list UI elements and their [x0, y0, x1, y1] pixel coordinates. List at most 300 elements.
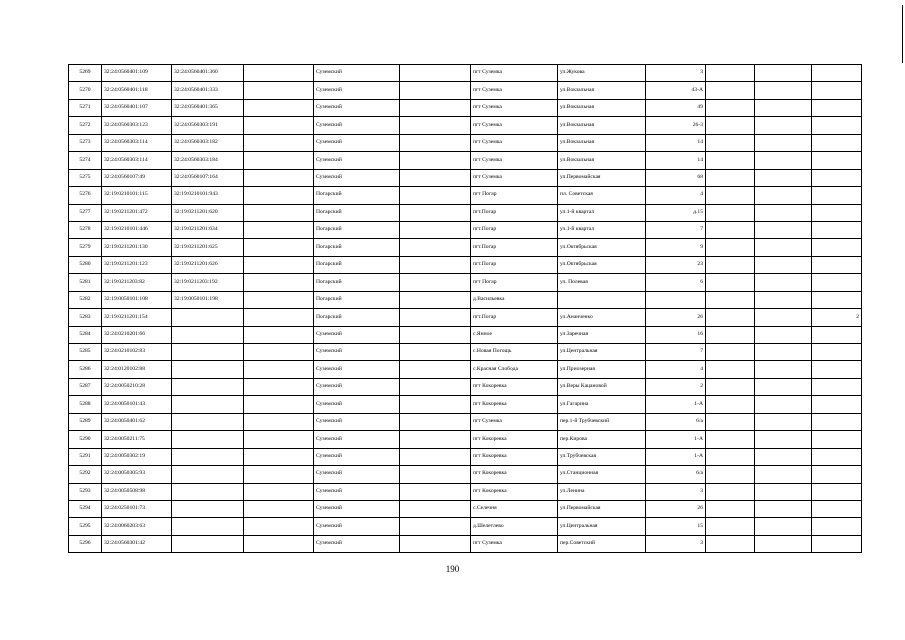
cadastral-number-cell: 32:24:0250101:73 — [102, 500, 172, 517]
locality-cell: пгт Кокоревка — [471, 483, 558, 500]
locality-cell: пгт Суземка — [471, 535, 558, 552]
empty-cell — [244, 431, 314, 448]
locality-cell: с.Янное — [471, 326, 558, 343]
cadastral-number-cell: 32:24:0050508:98 — [102, 483, 172, 500]
row-number-cell: 5278 — [69, 221, 102, 238]
empty-cell — [400, 82, 471, 99]
table-row — [69, 152, 862, 169]
house-number-cell — [646, 291, 706, 308]
house-number-cell: 15 — [646, 518, 706, 535]
empty-cell — [706, 134, 755, 151]
street-cell: пер.1-й Трубчевский — [558, 413, 646, 430]
empty-cell — [400, 448, 471, 465]
street-cell: ул.Станционная — [558, 466, 646, 483]
property-table — [68, 64, 862, 553]
empty-cell — [244, 448, 314, 465]
cadastral-number-2-cell: 32:24:0560401:333 — [172, 82, 244, 99]
district-cell: Суземский — [314, 466, 400, 483]
empty-cell — [706, 535, 755, 552]
empty-cell — [244, 204, 314, 221]
extra-value-cell — [812, 518, 862, 535]
table-row — [69, 274, 862, 291]
extra-value-cell — [812, 466, 862, 483]
locality-cell: пгт.Погар — [471, 221, 558, 238]
empty-cell — [706, 431, 755, 448]
empty-cell — [400, 152, 471, 169]
cadastral-number-2-cell: 32:24:0560401:360 — [172, 65, 244, 82]
house-number-cell: 6/а — [646, 466, 706, 483]
row-number-cell: 5290 — [69, 431, 102, 448]
row-number-cell: 5289 — [69, 413, 102, 430]
locality-cell: пгт.Погар — [471, 256, 558, 273]
house-number-cell: 7 — [646, 221, 706, 238]
row-number-cell: 5291 — [69, 448, 102, 465]
street-cell: ул.Октябрьская — [558, 239, 646, 256]
cadastral-number-cell: 32:24:0210201:66 — [102, 326, 172, 343]
empty-cell — [400, 500, 471, 517]
empty-cell — [244, 309, 314, 326]
empty-cell — [755, 500, 812, 517]
extra-value-cell — [812, 99, 862, 116]
house-number-cell: 1-А — [646, 448, 706, 465]
extra-value-cell — [812, 396, 862, 413]
cadastral-number-2-cell — [172, 466, 244, 483]
empty-cell — [706, 500, 755, 517]
cadastral-number-cell: 32:24:0120102:88 — [102, 361, 172, 378]
cadastral-number-cell: 32:19:0211203:82 — [102, 274, 172, 291]
empty-cell — [706, 378, 755, 395]
row-number-cell: 5280 — [69, 256, 102, 273]
empty-cell — [244, 65, 314, 82]
street-cell: пл. Советская — [558, 187, 646, 204]
house-number-cell: 6/а — [646, 413, 706, 430]
empty-cell — [706, 82, 755, 99]
district-cell: Суземский — [314, 361, 400, 378]
cadastral-number-2-cell — [172, 483, 244, 500]
street-cell: ул.Ленина — [558, 483, 646, 500]
empty-cell — [706, 187, 755, 204]
empty-cell — [400, 396, 471, 413]
empty-cell — [706, 361, 755, 378]
house-number-cell: 43-А — [646, 82, 706, 99]
empty-cell — [400, 361, 471, 378]
table-row — [69, 448, 862, 465]
empty-cell — [400, 431, 471, 448]
street-cell: ул.Вокзальная — [558, 99, 646, 116]
extra-value-cell — [812, 117, 862, 134]
house-number-cell: 9 — [646, 239, 706, 256]
empty-cell — [706, 65, 755, 82]
locality-cell: пгт Кокоревка — [471, 378, 558, 395]
table-row — [69, 344, 862, 361]
street-cell: ул.Вокзальная — [558, 117, 646, 134]
cadastral-number-2-cell — [172, 413, 244, 430]
street-cell: ул.Вокзальная — [558, 134, 646, 151]
table-row — [69, 483, 862, 500]
extra-value-cell — [812, 344, 862, 361]
locality-cell: пгт Суземка — [471, 152, 558, 169]
cadastral-number-cell: 32:24:0560301:42 — [102, 535, 172, 552]
table-row — [69, 99, 862, 116]
locality-cell: пгт Суземка — [471, 117, 558, 134]
extra-value-cell — [812, 187, 862, 204]
empty-cell — [244, 274, 314, 291]
district-cell: Суземский — [314, 483, 400, 500]
row-number-cell: 5293 — [69, 483, 102, 500]
empty-cell — [755, 221, 812, 238]
locality-cell: пгт Суземка — [471, 82, 558, 99]
empty-cell — [400, 99, 471, 116]
street-cell: ул.Приозерная — [558, 361, 646, 378]
empty-cell — [400, 378, 471, 395]
empty-cell — [244, 117, 314, 134]
row-number-cell: 5295 — [69, 518, 102, 535]
row-number-cell: 5292 — [69, 466, 102, 483]
house-number-cell: 68 — [646, 169, 706, 186]
street-cell: ул.Заречная — [558, 326, 646, 343]
street-cell: ул.Ананченко — [558, 309, 646, 326]
extra-value-cell — [812, 378, 862, 395]
empty-cell — [755, 99, 812, 116]
table-row — [69, 466, 862, 483]
house-number-cell: 4 — [646, 187, 706, 204]
street-cell: ул.1-й квартал — [558, 204, 646, 221]
table-row — [69, 378, 862, 395]
table-row — [69, 291, 862, 308]
table-row — [69, 221, 862, 238]
cadastral-number-cell: 32:19:0050101:108 — [102, 291, 172, 308]
house-number-cell: 26 — [646, 309, 706, 326]
table-row — [69, 431, 862, 448]
street-cell: ул.1-й квартал — [558, 221, 646, 238]
empty-cell — [244, 291, 314, 308]
district-cell: Суземский — [314, 518, 400, 535]
locality-cell: д.Васильевка — [471, 291, 558, 308]
district-cell: Суземский — [314, 535, 400, 552]
empty-cell — [400, 326, 471, 343]
district-cell: Суземский — [314, 413, 400, 430]
extra-value-cell — [812, 82, 862, 99]
street-cell: ул.Октябрьская — [558, 256, 646, 273]
cadastral-number-2-cell — [172, 518, 244, 535]
empty-cell — [400, 187, 471, 204]
empty-cell — [706, 448, 755, 465]
cadastral-number-2-cell: 32:19:0050101:198 — [172, 291, 244, 308]
table-body — [69, 65, 862, 553]
street-cell: ул.Центральная — [558, 518, 646, 535]
cadastral-number-2-cell — [172, 326, 244, 343]
house-number-cell: 14 — [646, 152, 706, 169]
extra-value-cell — [812, 274, 862, 291]
empty-cell — [706, 466, 755, 483]
row-number-cell: 5296 — [69, 535, 102, 552]
table-row — [69, 535, 862, 552]
table-row — [69, 256, 862, 273]
district-cell: Суземский — [314, 82, 400, 99]
empty-cell — [755, 152, 812, 169]
empty-cell — [755, 361, 812, 378]
house-number-cell: 7 — [646, 344, 706, 361]
street-cell: ул.Гагарина — [558, 396, 646, 413]
street-cell: ул.Жукова — [558, 65, 646, 82]
empty-cell — [755, 134, 812, 151]
empty-cell — [400, 483, 471, 500]
cadastral-number-cell: 32:24:0560401:107 — [102, 99, 172, 116]
cadastral-number-cell: 32:24:0210102:83 — [102, 344, 172, 361]
row-number-cell: 5281 — [69, 274, 102, 291]
cadastral-number-cell: 32:19:0211201:130 — [102, 239, 172, 256]
cadastral-number-cell: 32:19:0211201:123 — [102, 256, 172, 273]
locality-cell: с.Новая Погощь — [471, 344, 558, 361]
cadastral-number-2-cell — [172, 396, 244, 413]
empty-cell — [755, 378, 812, 395]
locality-cell: пгт Суземка — [471, 65, 558, 82]
cadastral-number-2-cell: 32:19:0211201:634 — [172, 221, 244, 238]
cadastral-number-2-cell — [172, 500, 244, 517]
district-cell: Суземский — [314, 326, 400, 343]
cadastral-number-2-cell: 32:19:0210101:943 — [172, 187, 244, 204]
empty-cell — [244, 535, 314, 552]
locality-cell: пгт Кокоревка — [471, 466, 558, 483]
empty-cell — [755, 117, 812, 134]
district-cell: Погарский — [314, 221, 400, 238]
empty-cell — [706, 239, 755, 256]
cadastral-number-2-cell: 32:24:0560107:164 — [172, 169, 244, 186]
cadastral-number-cell: 32:24:0560303:114 — [102, 134, 172, 151]
empty-cell — [244, 483, 314, 500]
cadastral-number-2-cell — [172, 378, 244, 395]
cadastral-number-cell: 32:24:0050211:75 — [102, 431, 172, 448]
empty-cell — [706, 152, 755, 169]
table-row — [69, 65, 862, 82]
street-cell: ул.Веры Кацановой — [558, 378, 646, 395]
extra-value-cell — [812, 431, 862, 448]
empty-cell — [755, 187, 812, 204]
cadastral-number-2-cell: 32:24:0560303:182 — [172, 134, 244, 151]
cadastral-number-2-cell — [172, 344, 244, 361]
extra-value-cell — [812, 134, 862, 151]
house-number-cell: 3 — [646, 65, 706, 82]
house-number-cell: 26 — [646, 500, 706, 517]
house-number-cell: 3 — [646, 483, 706, 500]
street-cell: ул.Вокзальная — [558, 152, 646, 169]
extra-value-cell — [812, 204, 862, 221]
house-number-cell: 14 — [646, 134, 706, 151]
locality-cell: с.Селечня — [471, 500, 558, 517]
row-number-cell: 5283 — [69, 309, 102, 326]
house-number-cell: 49 — [646, 99, 706, 116]
cadastral-number-2-cell: 32:24:0560303:191 — [172, 117, 244, 134]
page-edge-rule — [902, 5, 903, 63]
empty-cell — [244, 361, 314, 378]
empty-cell — [755, 256, 812, 273]
table-row — [69, 518, 862, 535]
empty-cell — [706, 309, 755, 326]
table-row — [69, 239, 862, 256]
district-cell: Суземский — [314, 169, 400, 186]
locality-cell: пгт.Погар — [471, 204, 558, 221]
district-cell: Суземский — [314, 500, 400, 517]
house-number-cell: 23 — [646, 256, 706, 273]
extra-value-cell — [812, 500, 862, 517]
row-number-cell: 5274 — [69, 152, 102, 169]
street-cell: ул.Вокзальная — [558, 82, 646, 99]
table-row — [69, 204, 862, 221]
empty-cell — [755, 518, 812, 535]
locality-cell: пгт Суземка — [471, 134, 558, 151]
street-cell: пер.Кирова — [558, 431, 646, 448]
table-row — [69, 326, 862, 343]
locality-cell: пгт Суземка — [471, 99, 558, 116]
locality-cell: д.Шелетлево — [471, 518, 558, 535]
row-number-cell: 5286 — [69, 361, 102, 378]
cadastral-number-2-cell: 32:24:0560303:184 — [172, 152, 244, 169]
empty-cell — [755, 448, 812, 465]
house-number-cell: 16 — [646, 326, 706, 343]
locality-cell: пгт Кокоревка — [471, 396, 558, 413]
empty-cell — [400, 169, 471, 186]
cadastral-number-cell: 32:24:0050302:19 — [102, 448, 172, 465]
district-cell: Погарский — [314, 274, 400, 291]
street-cell: ул. Полевая — [558, 274, 646, 291]
cadastral-number-2-cell — [172, 535, 244, 552]
empty-cell — [244, 256, 314, 273]
row-number-cell: 5269 — [69, 65, 102, 82]
table-row — [69, 169, 862, 186]
empty-cell — [755, 344, 812, 361]
house-number-cell: 2 — [646, 378, 706, 395]
empty-cell — [755, 466, 812, 483]
locality-cell: пгт Погар — [471, 274, 558, 291]
empty-cell — [244, 187, 314, 204]
empty-cell — [755, 326, 812, 343]
empty-cell — [706, 396, 755, 413]
street-cell: пер.Советский — [558, 535, 646, 552]
empty-cell — [244, 99, 314, 116]
empty-cell — [755, 65, 812, 82]
cadastral-number-cell: 32:19:0211201:472 — [102, 204, 172, 221]
extra-value-cell — [812, 65, 862, 82]
empty-cell — [755, 431, 812, 448]
empty-cell — [706, 291, 755, 308]
empty-cell — [755, 82, 812, 99]
cadastral-number-2-cell: 32:19:0211203:192 — [172, 274, 244, 291]
row-number-cell: 5294 — [69, 500, 102, 517]
district-cell: Суземский — [314, 65, 400, 82]
row-number-cell: 5287 — [69, 378, 102, 395]
empty-cell — [244, 239, 314, 256]
empty-cell — [706, 274, 755, 291]
cadastral-number-cell: 32:24:0060203:63 — [102, 518, 172, 535]
house-number-cell: 6 — [646, 274, 706, 291]
row-number-cell: 5276 — [69, 187, 102, 204]
empty-cell — [706, 413, 755, 430]
district-cell: Суземский — [314, 117, 400, 134]
row-number-cell: 5275 — [69, 169, 102, 186]
cadastral-number-2-cell: 32:19:0211201:626 — [172, 256, 244, 273]
cadastral-number-2-cell — [172, 309, 244, 326]
empty-cell — [244, 152, 314, 169]
empty-cell — [400, 466, 471, 483]
locality-cell: пгт Суземка — [471, 413, 558, 430]
cadastral-number-cell: 32:24:0050401:62 — [102, 413, 172, 430]
empty-cell — [244, 326, 314, 343]
district-cell: Суземский — [314, 378, 400, 395]
locality-cell: пгт.Погар — [471, 239, 558, 256]
extra-value-cell — [812, 413, 862, 430]
locality-cell: с.Красная Слобода — [471, 361, 558, 378]
empty-cell — [706, 518, 755, 535]
house-number-cell: 1-А — [646, 431, 706, 448]
district-cell: Суземский — [314, 99, 400, 116]
row-number-cell: 5282 — [69, 291, 102, 308]
locality-cell: пгт Кокоревка — [471, 431, 558, 448]
extra-value-cell — [812, 361, 862, 378]
district-cell: Суземский — [314, 152, 400, 169]
extra-value-cell — [812, 221, 862, 238]
extra-value-cell — [812, 535, 862, 552]
district-cell: Погарский — [314, 187, 400, 204]
empty-cell — [400, 239, 471, 256]
empty-cell — [244, 466, 314, 483]
empty-cell — [244, 221, 314, 238]
house-number-cell: 1-А — [646, 396, 706, 413]
locality-cell: пгт Суземка — [471, 169, 558, 186]
empty-cell — [706, 117, 755, 134]
extra-value-cell — [812, 239, 862, 256]
cadastral-number-cell: 32:24:0560401:109 — [102, 65, 172, 82]
district-cell: Суземский — [314, 134, 400, 151]
empty-cell — [400, 221, 471, 238]
table-row — [69, 500, 862, 517]
empty-cell — [706, 204, 755, 221]
table-row — [69, 82, 862, 99]
extra-value-cell — [812, 256, 862, 273]
empty-cell — [706, 326, 755, 343]
cadastral-number-cell: 32:24:0050101:43 — [102, 396, 172, 413]
row-number-cell: 5288 — [69, 396, 102, 413]
cadastral-number-cell: 32:24:0560303:114 — [102, 152, 172, 169]
district-cell: Погарский — [314, 291, 400, 308]
empty-cell — [755, 291, 812, 308]
house-number-cell: 4 — [646, 361, 706, 378]
extra-value-cell — [812, 291, 862, 308]
extra-value-cell — [812, 152, 862, 169]
row-number-cell: 5271 — [69, 99, 102, 116]
district-cell: Суземский — [314, 431, 400, 448]
district-cell: Погарский — [314, 204, 400, 221]
locality-cell: пгт.Погар — [471, 309, 558, 326]
empty-cell — [400, 117, 471, 134]
house-number-cell: д.15 — [646, 204, 706, 221]
empty-cell — [755, 396, 812, 413]
locality-cell: пгт Кокоревка — [471, 448, 558, 465]
row-number-cell: 5279 — [69, 239, 102, 256]
house-number-cell: 3 — [646, 535, 706, 552]
row-number-cell: 5285 — [69, 344, 102, 361]
cadastral-number-2-cell — [172, 361, 244, 378]
street-cell: ул.Трубчевская — [558, 448, 646, 465]
cadastral-number-cell: 32:19:0210101:115 — [102, 187, 172, 204]
empty-cell — [400, 134, 471, 151]
empty-cell — [400, 518, 471, 535]
district-cell: Суземский — [314, 396, 400, 413]
table-row — [69, 117, 862, 134]
street-cell — [558, 291, 646, 308]
table-row — [69, 187, 862, 204]
cadastral-number-2-cell: 32:19:0211201:625 — [172, 239, 244, 256]
empty-cell — [244, 500, 314, 517]
